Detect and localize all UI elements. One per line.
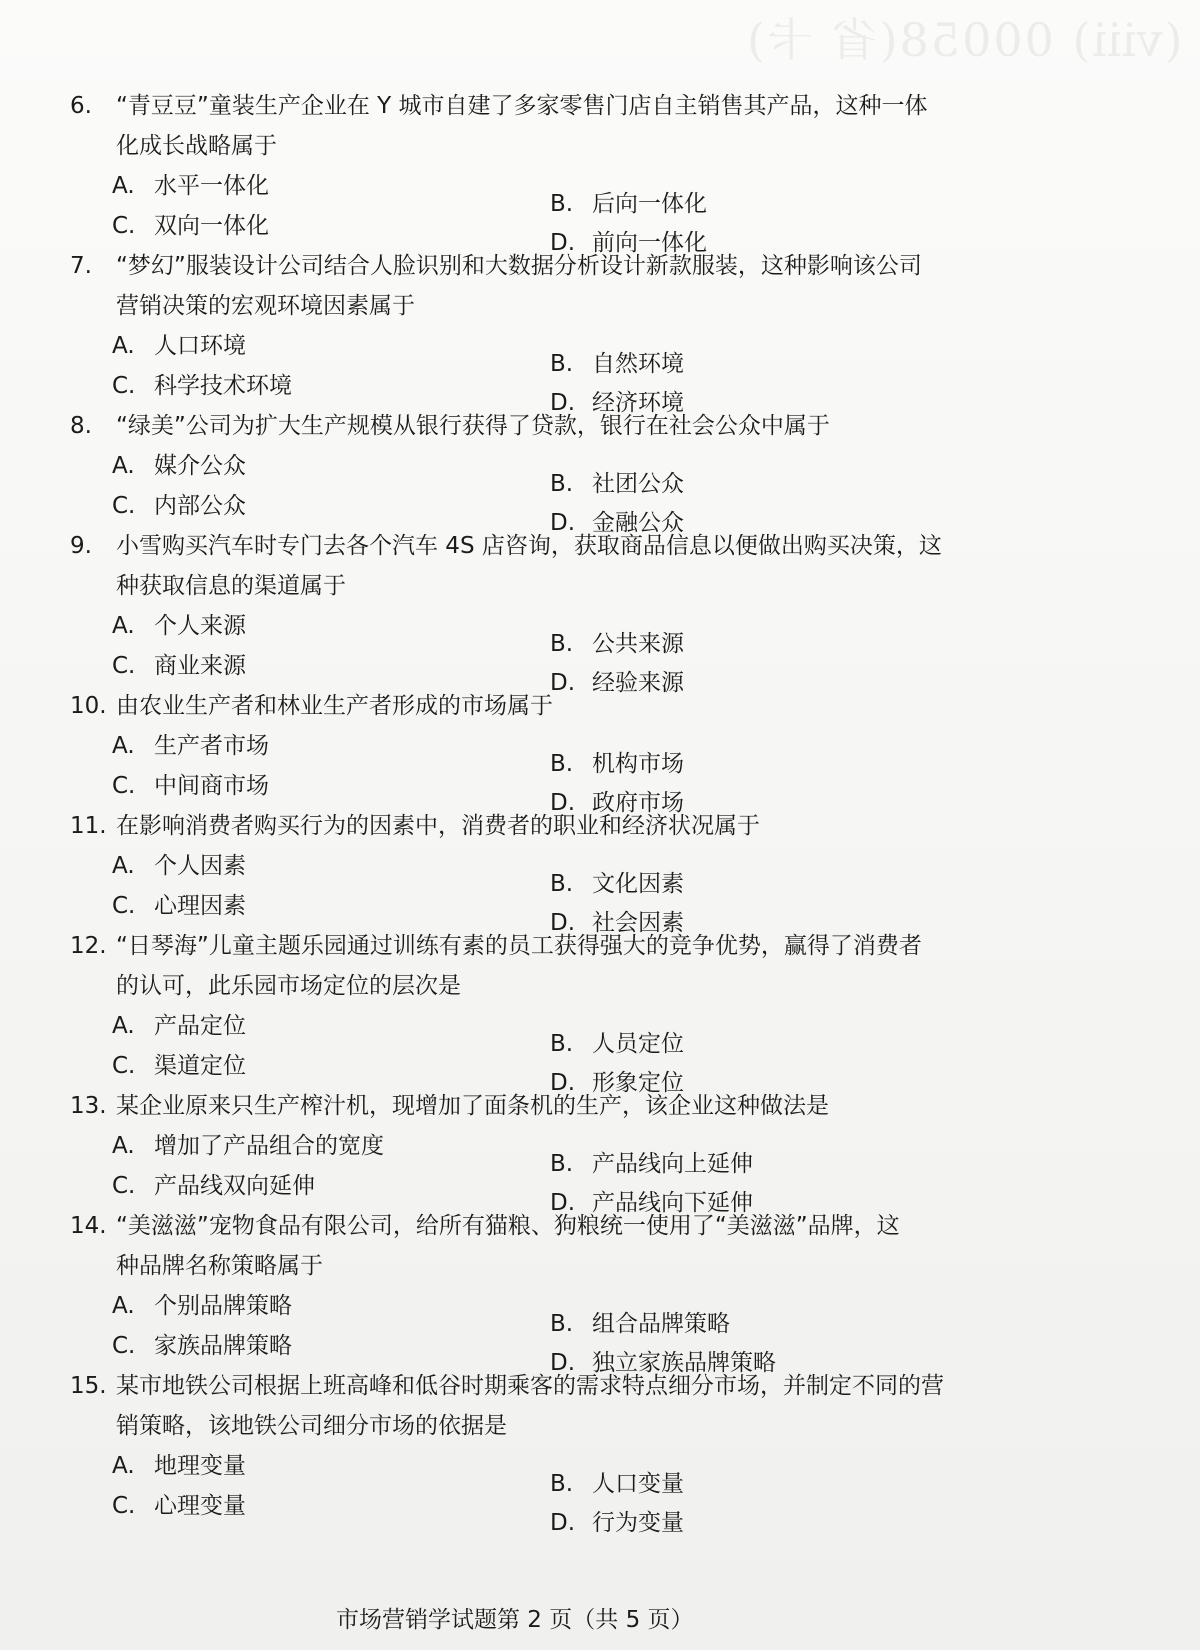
option-text: 心理因素 (154, 893, 246, 919)
option-key: D. (550, 1070, 576, 1096)
option-a (112, 1446, 246, 1486)
option-c (112, 206, 269, 246)
option-text: 前向一体化 (592, 230, 707, 256)
question-stem-text: “青豆豆”童装生产企业在 Y 城市自建了多家零售门店自主销售其产品，这种一体 (116, 93, 928, 119)
option-key: A. (112, 173, 135, 199)
question-stem-line (70, 1406, 1050, 1446)
option-key: A. (112, 853, 135, 879)
option-b (550, 864, 684, 904)
option-b (550, 1144, 753, 1184)
question-stem-text: 在影响消费者购买行为的因素中，消费者的职业和经济状况属于 (116, 813, 760, 839)
option-group (112, 166, 1050, 256)
option-key: B. (550, 871, 574, 897)
option-text: 独立家族品牌策略 (592, 1350, 776, 1376)
option-text: 经验来源 (592, 670, 684, 696)
option-text: 公共来源 (592, 631, 684, 657)
question-stem-line (70, 806, 1050, 846)
option-text: 产品线向下延伸 (592, 1190, 753, 1216)
option-key: D. (550, 670, 576, 696)
option-key: D. (550, 1190, 576, 1216)
option-group (112, 1006, 1050, 1096)
option-a (112, 726, 269, 766)
option-key: B. (550, 751, 574, 777)
question-number: 9. (70, 533, 92, 559)
option-group (112, 846, 1050, 936)
option-c (112, 366, 292, 406)
option-key: C. (112, 1493, 136, 1519)
question-stem-text: 种品牌名称策略属于 (116, 1253, 323, 1279)
question-9 (70, 526, 1050, 696)
option-text: 产品线向上延伸 (592, 1151, 753, 1177)
question-number: 15. (70, 1373, 107, 1399)
question-stem-line (70, 526, 1050, 566)
option-key: A. (112, 733, 135, 759)
option-key: C. (112, 213, 136, 239)
option-key: B. (550, 1031, 574, 1057)
option-text: 社会因素 (592, 910, 684, 936)
option-key: A. (112, 1133, 135, 1159)
option-key: D. (550, 790, 576, 816)
option-c (112, 1486, 246, 1526)
option-key: B. (550, 1151, 574, 1177)
question-8 (70, 406, 1050, 536)
question-stem-text: 营销决策的宏观环境因素属于 (116, 293, 415, 319)
option-key: A. (112, 453, 135, 479)
question-number: 14. (70, 1213, 107, 1239)
question-stem-line (70, 286, 1050, 326)
option-key: A. (112, 333, 135, 359)
question-number: 8. (70, 413, 92, 439)
option-text: 自然环境 (592, 351, 684, 377)
option-key: B. (550, 351, 574, 377)
option-group (112, 326, 1050, 416)
question-stem-text: 种获取信息的渠道属于 (116, 573, 346, 599)
option-text: 产品线双向延伸 (154, 1173, 315, 1199)
question-12 (70, 926, 1050, 1096)
option-text: 生产者市场 (154, 733, 269, 759)
option-key: D. (550, 390, 576, 416)
option-key: B. (550, 631, 574, 657)
option-key: B. (550, 1471, 574, 1497)
option-key: C. (112, 1333, 136, 1359)
question-stem-line (70, 1366, 1050, 1406)
question-11 (70, 806, 1050, 936)
question-stem-line (70, 86, 1050, 126)
question-number: 11. (70, 813, 107, 839)
question-stem-line (70, 1086, 1050, 1126)
question-stem-text: 某企业原来只生产榨汁机，现增加了面条机的生产，该企业这种做法是 (116, 1093, 829, 1119)
question-number: 13. (70, 1093, 107, 1119)
option-key: A. (112, 1453, 135, 1479)
option-key: C. (112, 373, 136, 399)
option-key: B. (550, 1311, 574, 1337)
question-stem-line (70, 566, 1050, 606)
option-text: 人口变量 (592, 1471, 684, 1497)
option-b (550, 624, 684, 664)
question-6 (70, 86, 1050, 256)
option-key: B. (550, 191, 574, 217)
option-a (112, 166, 269, 206)
question-stem-line (70, 686, 1050, 726)
option-text: 商业来源 (154, 653, 246, 679)
option-key: D. (550, 510, 576, 536)
option-c (112, 1046, 246, 1086)
option-c (112, 1326, 292, 1366)
question-number: 10. (70, 693, 107, 719)
question-number: 6. (70, 93, 92, 119)
option-group (112, 726, 1050, 816)
option-b (550, 744, 684, 784)
option-text: 形象定位 (592, 1070, 684, 1096)
option-c (112, 766, 269, 806)
question-stem-text: 某市地铁公司根据上班高峰和低谷时期乘客的需求特点细分市场，并制定不同的营 (116, 1373, 944, 1399)
page-footer: 市场营销学试题第 2 页（共 5 页） (336, 1607, 694, 1633)
question-15 (70, 1366, 1050, 1536)
option-b (550, 344, 684, 384)
option-text: 心理变量 (154, 1493, 246, 1519)
question-stem-line (70, 1206, 1050, 1246)
option-key: D. (550, 1510, 576, 1536)
option-group (112, 1126, 1050, 1216)
option-key: D. (550, 230, 576, 256)
option-key: A. (112, 613, 135, 639)
option-text: 双向一体化 (154, 213, 269, 239)
question-stem-line (70, 246, 1050, 286)
question-7 (70, 246, 1050, 416)
option-key: C. (112, 493, 136, 519)
question-list (70, 86, 1050, 1536)
question-stem-line (70, 126, 1050, 166)
question-stem-text: 的认可，此乐园市场定位的层次是 (116, 973, 461, 999)
option-text: 机构市场 (592, 751, 684, 777)
option-b (550, 1464, 684, 1504)
question-stem-text: 化成长战略属于 (116, 133, 277, 159)
option-text: 增加了产品组合的宽度 (154, 1133, 384, 1159)
option-text: 地理变量 (154, 1453, 246, 1479)
option-text: 政府市场 (592, 790, 684, 816)
option-text: 中间商市场 (154, 773, 269, 799)
option-key: A. (112, 1293, 135, 1319)
option-text: 个人因素 (154, 853, 246, 879)
question-stem-text: “日琴海”儿童主题乐园通过训练有素的员工获得强大的竞争优势，赢得了消费者 (116, 933, 922, 959)
option-text: 组合品牌策略 (592, 1311, 730, 1337)
question-stem-line (70, 406, 1050, 446)
option-a (112, 606, 246, 646)
question-number: 7. (70, 253, 92, 279)
option-group (112, 1446, 1050, 1536)
option-text: 媒介公众 (154, 453, 246, 479)
option-text: 水平一体化 (154, 173, 269, 199)
question-stem-text: “梦幻”服装设计公司结合人脸识别和大数据分析设计新款服装，这种影响该公司 (116, 253, 922, 279)
option-text: 产品定位 (154, 1013, 246, 1039)
option-c (112, 886, 246, 926)
question-14 (70, 1206, 1050, 1376)
option-a (112, 846, 246, 886)
option-a (112, 1126, 384, 1166)
option-text: 渠道定位 (154, 1053, 246, 1079)
option-a (112, 446, 246, 486)
option-a (112, 1006, 246, 1046)
option-text: 行为变量 (592, 1510, 684, 1536)
question-stem-line (70, 966, 1050, 1006)
bleed-through-text: (ⅷ) 00058(省 卡) (744, 13, 1182, 67)
question-stem-text: 销策略，该地铁公司细分市场的依据是 (116, 1413, 507, 1439)
option-b (550, 184, 707, 224)
question-stem-text: 小雪购买汽车时专门去各个汽车 4S 店咨询，获取商品信息以便做出购买决策，这 (116, 533, 942, 559)
option-key: C. (112, 773, 136, 799)
option-key: D. (550, 1350, 576, 1376)
option-text: 经济环境 (592, 390, 684, 416)
option-text: 人口环境 (154, 333, 246, 359)
option-group (112, 446, 1050, 536)
option-text: 个人来源 (154, 613, 246, 639)
question-10 (70, 686, 1050, 816)
option-group (112, 606, 1050, 696)
option-d (550, 1503, 684, 1543)
option-key: C. (112, 893, 136, 919)
option-key: A. (112, 1013, 135, 1039)
option-text: 家族品牌策略 (154, 1333, 292, 1359)
question-stem-line (70, 926, 1050, 966)
option-key: C. (112, 1053, 136, 1079)
option-c (112, 1166, 315, 1206)
option-b (550, 464, 684, 504)
question-stem-text: 由农业生产者和林业生产者形成的市场属于 (116, 693, 553, 719)
option-a (112, 326, 246, 366)
option-c (112, 486, 246, 526)
question-stem-line (70, 1246, 1050, 1286)
option-text: 个别品牌策略 (154, 1293, 292, 1319)
question-stem-text: “绿美”公司为扩大生产规模从银行获得了贷款，银行在社会公众中属于 (116, 413, 830, 439)
option-key: C. (112, 1173, 136, 1199)
question-number: 12. (70, 933, 107, 959)
option-key: D. (550, 910, 576, 936)
option-key: C. (112, 653, 136, 679)
option-text: 社团公众 (592, 471, 684, 497)
option-c (112, 646, 246, 686)
option-a (112, 1286, 292, 1326)
option-b (550, 1304, 730, 1344)
option-key: B. (550, 471, 574, 497)
option-b (550, 1024, 684, 1064)
question-13 (70, 1086, 1050, 1216)
option-text: 科学技术环境 (154, 373, 292, 399)
option-text: 后向一体化 (592, 191, 707, 217)
option-group (112, 1286, 1050, 1376)
option-text: 金融公众 (592, 510, 684, 536)
option-text: 人员定位 (592, 1031, 684, 1057)
option-text: 文化因素 (592, 871, 684, 897)
option-text: 内部公众 (154, 493, 246, 519)
question-stem-text: “美滋滋”宠物食品有限公司，给所有猫粮、狗粮统一使用了“美滋滋”品牌，这 (116, 1213, 900, 1239)
